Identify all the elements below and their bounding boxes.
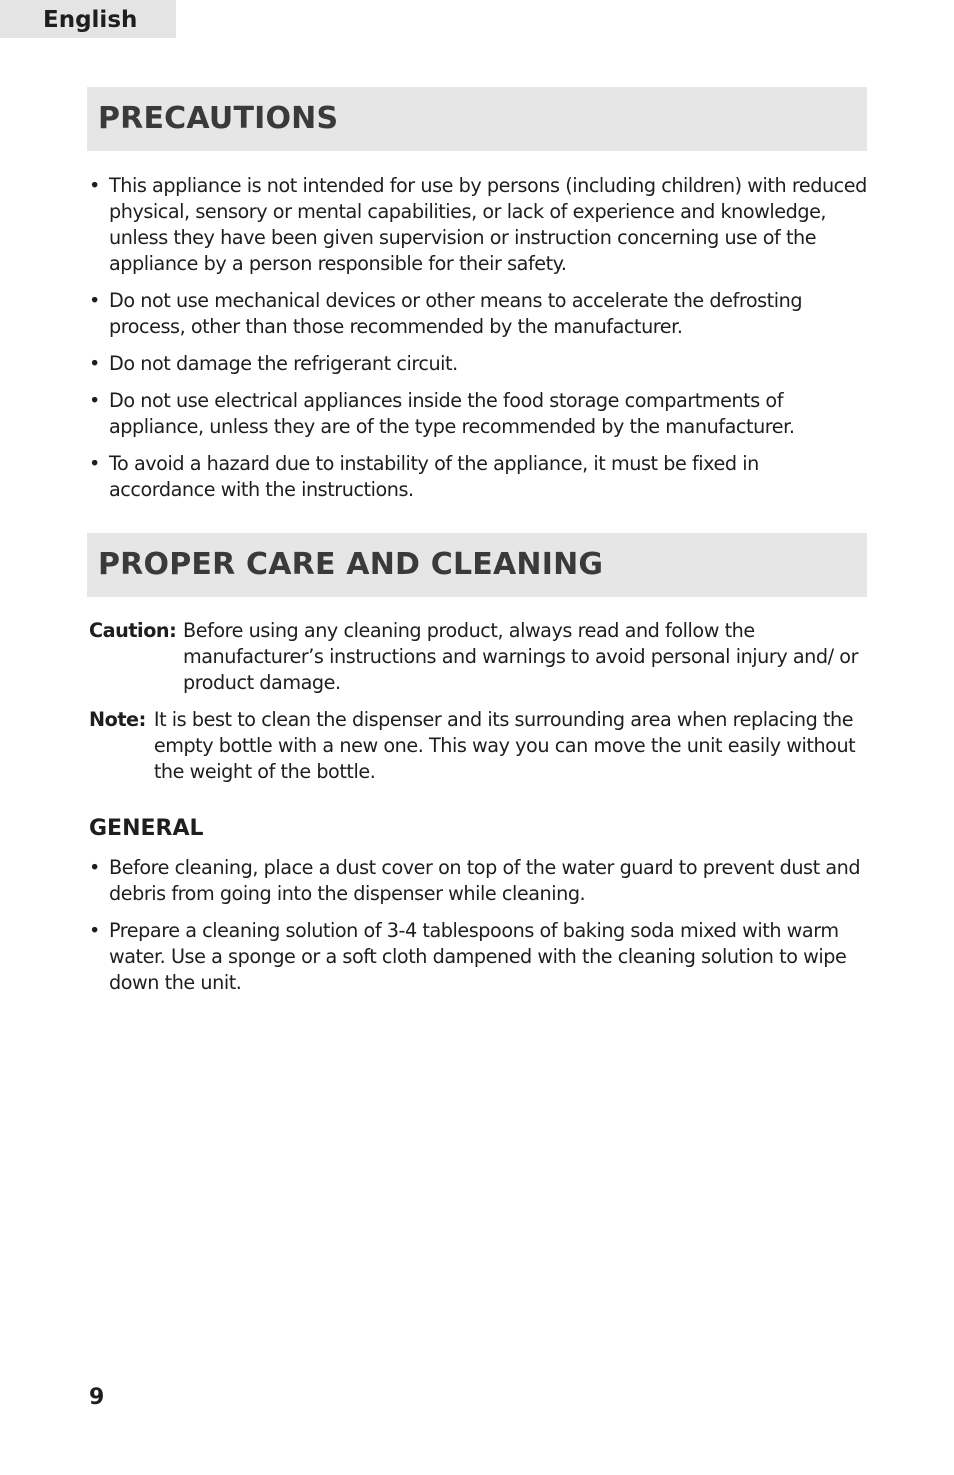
note-text: It is best to clean the dispenser and its surrounding area when replacing the empty bottle with a new one. This way you can move the unit easily without the weight of the bottle. (153, 708, 856, 783)
list-item-text: Do not use mechanical devices or other means to accelerate the defrosting process, other than those recommended by the manufacturer. (109, 289, 803, 338)
list-item (89, 351, 869, 377)
list-item-text: Prepare a cleaning solution of 3-4 tablespoons of baking soda mixed with warm water. Use a sponge or a soft cloth dampened with the cleaning solution to wipe down the unit. (109, 919, 847, 994)
list-item (89, 388, 869, 440)
bullet-icon: • (89, 856, 100, 879)
list-item (89, 918, 869, 996)
language-tab: English (0, 0, 176, 38)
caution-block (89, 618, 869, 696)
bullet-icon: • (89, 289, 100, 312)
list-item-text: To avoid a hazard due to instability of the appliance, it must be fixed in accordance with the instructions. (109, 452, 759, 501)
caution-text: Before using any cleaning product, always read and follow the manufacturer’s instructions and warnings to avoid personal injury and/ or product damage. (183, 619, 859, 694)
list-item (89, 855, 869, 907)
bullet-icon: • (89, 389, 100, 412)
list-item-text: Do not damage the refrigerant circuit. (109, 352, 458, 375)
bullet-icon: • (89, 452, 100, 475)
note-block (89, 707, 869, 785)
bullet-icon: • (89, 174, 100, 197)
list-item-text: This appliance is not intended for use by persons (including children) with reduced physical, sensory or mental capabilities, or lack of experience and knowledge, unless they have been given supervision or instruction concerning use of the appliance by a person responsible for their safety. (109, 174, 867, 275)
bullet-icon: • (89, 352, 100, 375)
general-title: GENERAL (89, 816, 204, 841)
note-label: Note: (89, 708, 146, 731)
list-item-text: Do not use electrical appliances inside the food storage compartments of appliance, unless they are of the type recommended by the manufacturer. (109, 389, 795, 438)
precautions-list (89, 173, 869, 514)
page-number: 9 (89, 1385, 105, 1410)
general-list (89, 855, 869, 1007)
list-item (89, 288, 869, 340)
list-item-text: Before cleaning, place a dust cover on top of the water guard to prevent dust and debris from going into the dispenser while cleaning. (109, 856, 861, 905)
precautions-title: PRECAUTIONS (98, 101, 339, 136)
list-item (89, 451, 869, 503)
caution-label: Caution: (89, 619, 177, 642)
care-header (87, 533, 867, 597)
care-title: PROPER CARE AND CLEANING (98, 547, 604, 582)
bullet-icon: • (89, 919, 100, 942)
list-item (89, 173, 869, 277)
precautions-header (87, 87, 867, 151)
